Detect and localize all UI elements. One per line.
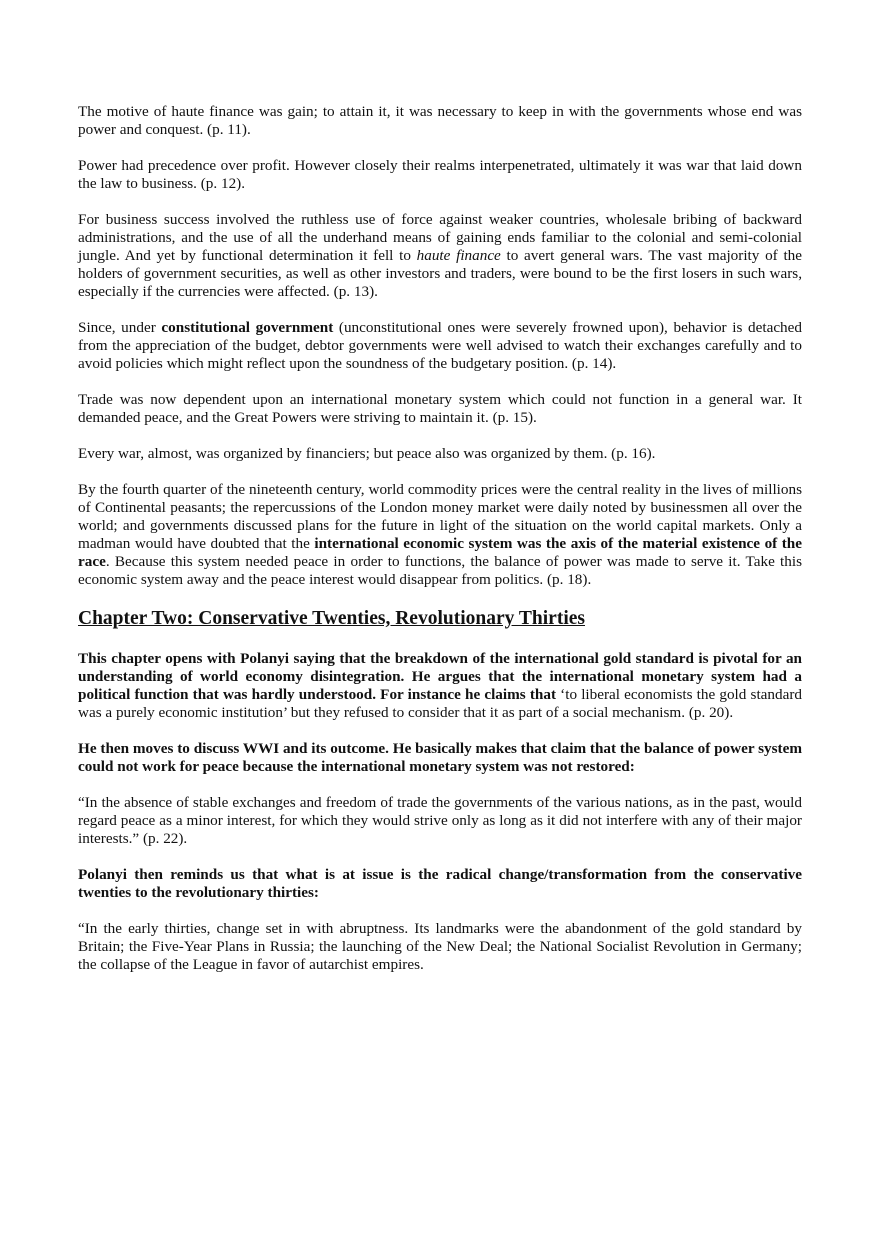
section-chapter-two bbox=[78, 650, 802, 973]
paragraph-text: (unconstitutional ones were severely frowned upon), behavior is detached from the appreciation of the budget, debtor governments were well advised to watch their exchanges carefully and to avoid policies which might reflect upon the soundness of the budgetary position. (p. 14). bbox=[78, 319, 802, 372]
bold-text: constitutional government bbox=[161, 319, 334, 336]
paragraph-text: Power had precedence over profit. However closely their realms interpenetrated, ultimately it was war that laid down the law to business. (p. 12). bbox=[78, 157, 802, 192]
paragraph bbox=[78, 794, 802, 848]
paragraph-text: The motive of haute finance was gain; to attain it, it was necessary to keep in with the governments whose end was power and conquest. (p. 11). bbox=[78, 103, 802, 138]
paragraph bbox=[78, 920, 802, 973]
paragraph bbox=[78, 445, 802, 463]
paragraph bbox=[78, 481, 802, 589]
paragraph bbox=[78, 740, 802, 776]
paragraph-text: By the fourth quarter of the nineteenth century, world commodity prices were the central reality in the lives of millions of Continental peasants; the repercussions of the London money market were daily noted by businessmen all over the world; and governments discussed plans for the future in light of the situation on the world capital markets. Only a madman would have doubted that the bbox=[78, 481, 802, 552]
paragraph-text: to avert general wars. The vast majority of the holders of government securities, as well as other investors and traders, were bound to be the first losers in such wars, especially if the currencies were affected. (p. 13). bbox=[78, 247, 802, 300]
paragraph-text: ‘to liberal economists the gold standard was a purely economic institution’ but they refused to consider that it as part of a social mechanism. (p. 20). bbox=[78, 686, 802, 721]
paragraph-text: Trade was now dependent upon an international monetary system which could not function in a general war. It demanded peace, and the Great Powers were striving to maintain it. (p. 15). bbox=[78, 391, 802, 426]
italic-text: haute finance bbox=[416, 247, 501, 264]
paragraph-text: For business success involved the ruthless use of force against weaker countries, wholesale bribing of backward administrations, and the use of all the underhand means of gaining ends familiar to the colonial and semi-colonial jungle. And yet by functional determination it fell to bbox=[78, 211, 802, 264]
bold-text: Polanyi then reminds us that what is at issue is the radical change/transformation from the conservative twenties to the revolutionary thirties: bbox=[78, 866, 802, 901]
paragraph bbox=[78, 103, 802, 139]
chapter-heading: Chapter Two: Conservative Twenties, Revolutionary Thirties bbox=[78, 608, 585, 629]
paragraph-text: . Because this system needed peace in order to functions, the balance of power was made to serve it. Take this economic system away and the peace interest would disappear from politics. (p. 18). bbox=[78, 553, 802, 588]
paragraph bbox=[78, 391, 802, 427]
paragraph-text: Since, under bbox=[78, 319, 162, 336]
paragraph-text: Every war, almost, was organized by financiers; but peace also was organized by them. (p. 16). bbox=[78, 445, 656, 462]
paragraph bbox=[78, 650, 802, 722]
paragraph bbox=[78, 866, 802, 902]
paragraph-text: “In the absence of stable exchanges and freedom of trade the governments of the various nations, as in the past, would regard peace as a minor interest, for which they would strive only as long as it did not interfere with any of their major interests.” (p. 22). bbox=[78, 794, 802, 847]
paragraph bbox=[78, 319, 802, 373]
bold-text: He then moves to discuss WWI and its outcome. He basically makes that claim that the balance of power system could not work for peace because the international monetary system was not restored: bbox=[78, 740, 802, 775]
paragraph bbox=[78, 157, 802, 193]
section-chapter-one-quotes bbox=[78, 103, 802, 589]
bold-text: international economic system was the axis of the material existence of the race bbox=[78, 535, 802, 570]
paragraph-text: “In the early thirties, change set in with abruptness. Its landmarks were the abandonment of the gold standard by Britain; the Five-Year Plans in Russia; the launching of the New Deal; the National Socialist Revolution in Germany; the collapse of the League in favor of autarchist empires. bbox=[78, 920, 802, 973]
bold-text: This chapter opens with Polanyi saying that the breakdown of the international gold standard is pivotal for an understanding of world economy disintegration. He argues that the international monetary system had a political function that was hardly understood. For instance he claims that bbox=[78, 650, 802, 703]
paragraph bbox=[78, 211, 802, 301]
